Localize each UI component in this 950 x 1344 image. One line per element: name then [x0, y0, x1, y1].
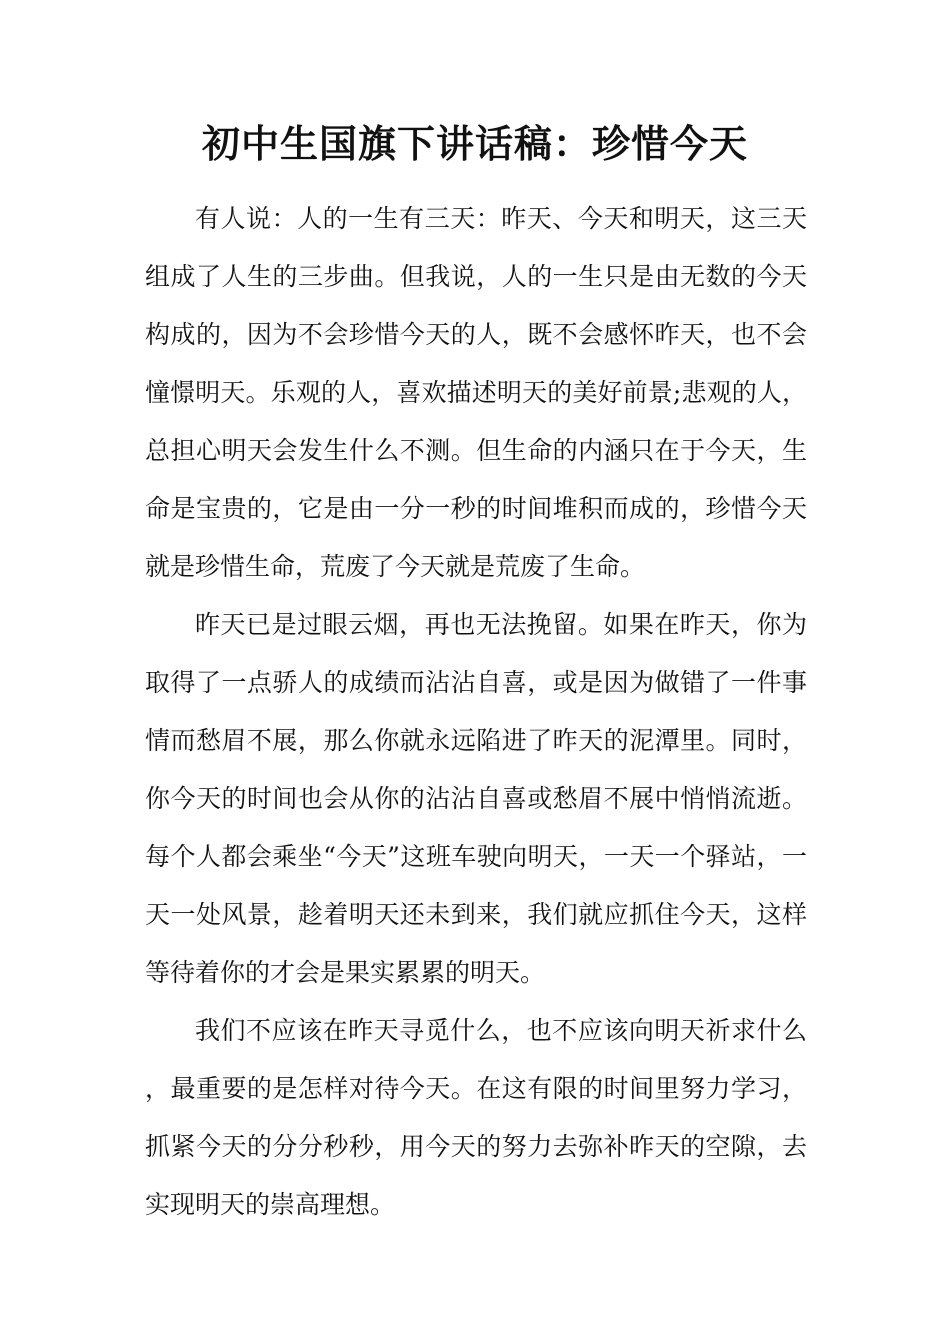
paragraph-3: 我们不应该在昨天寻觅什么，也不应该向明天祈求什么，最重要的是怎样对待今天。在这有限的时间里努力学习，抓紧今天的分分秒秒，用今天的努力去弥补昨天的空隙，去实现明天的崇高理想。 [145, 1016, 807, 1219]
document-title: 初中生国旗下讲话稿：珍惜今天 [201, 121, 748, 166]
paragraph-1: 有人说：人的一生有三天：昨天、今天和明天，这三天组成了人生的三步曲。但我说，人的一生只是由无数的今天构成的，因为不会珍惜今天的人，既不会感怀昨天，也不会憧憬明天。乐观的人，喜欢描述明天的美好前景;悲观的人，总担心明天会发生什么不测。但生命的内涵只在于今天，生命是宝贵的，它是由一分一秒的时间堆积而成的，珍惜今天就是珍惜生命，荒废了今天就是荒废了生命。 [145, 204, 807, 581]
paragraph-2: 昨天已是过眼云烟，再也无法挽留。如果在昨天，你为取得了一点骄人的成绩而沾沾自喜，或是因为做错了一件事情而愁眉不展，那么你就永远陷进了昨天的泥潭里。同时，你今天的时间也会从你的沾沾自喜或愁眉不展中悄悄流逝。每个人都会乘坐“今天”这班车驶向明天，一天一个驿站，一天一处风景，趁着明天还未到来，我们就应抓住今天，这样等待着你的才会是果实累累的明天。 [145, 610, 807, 987]
document-body [145, 190, 807, 1234]
